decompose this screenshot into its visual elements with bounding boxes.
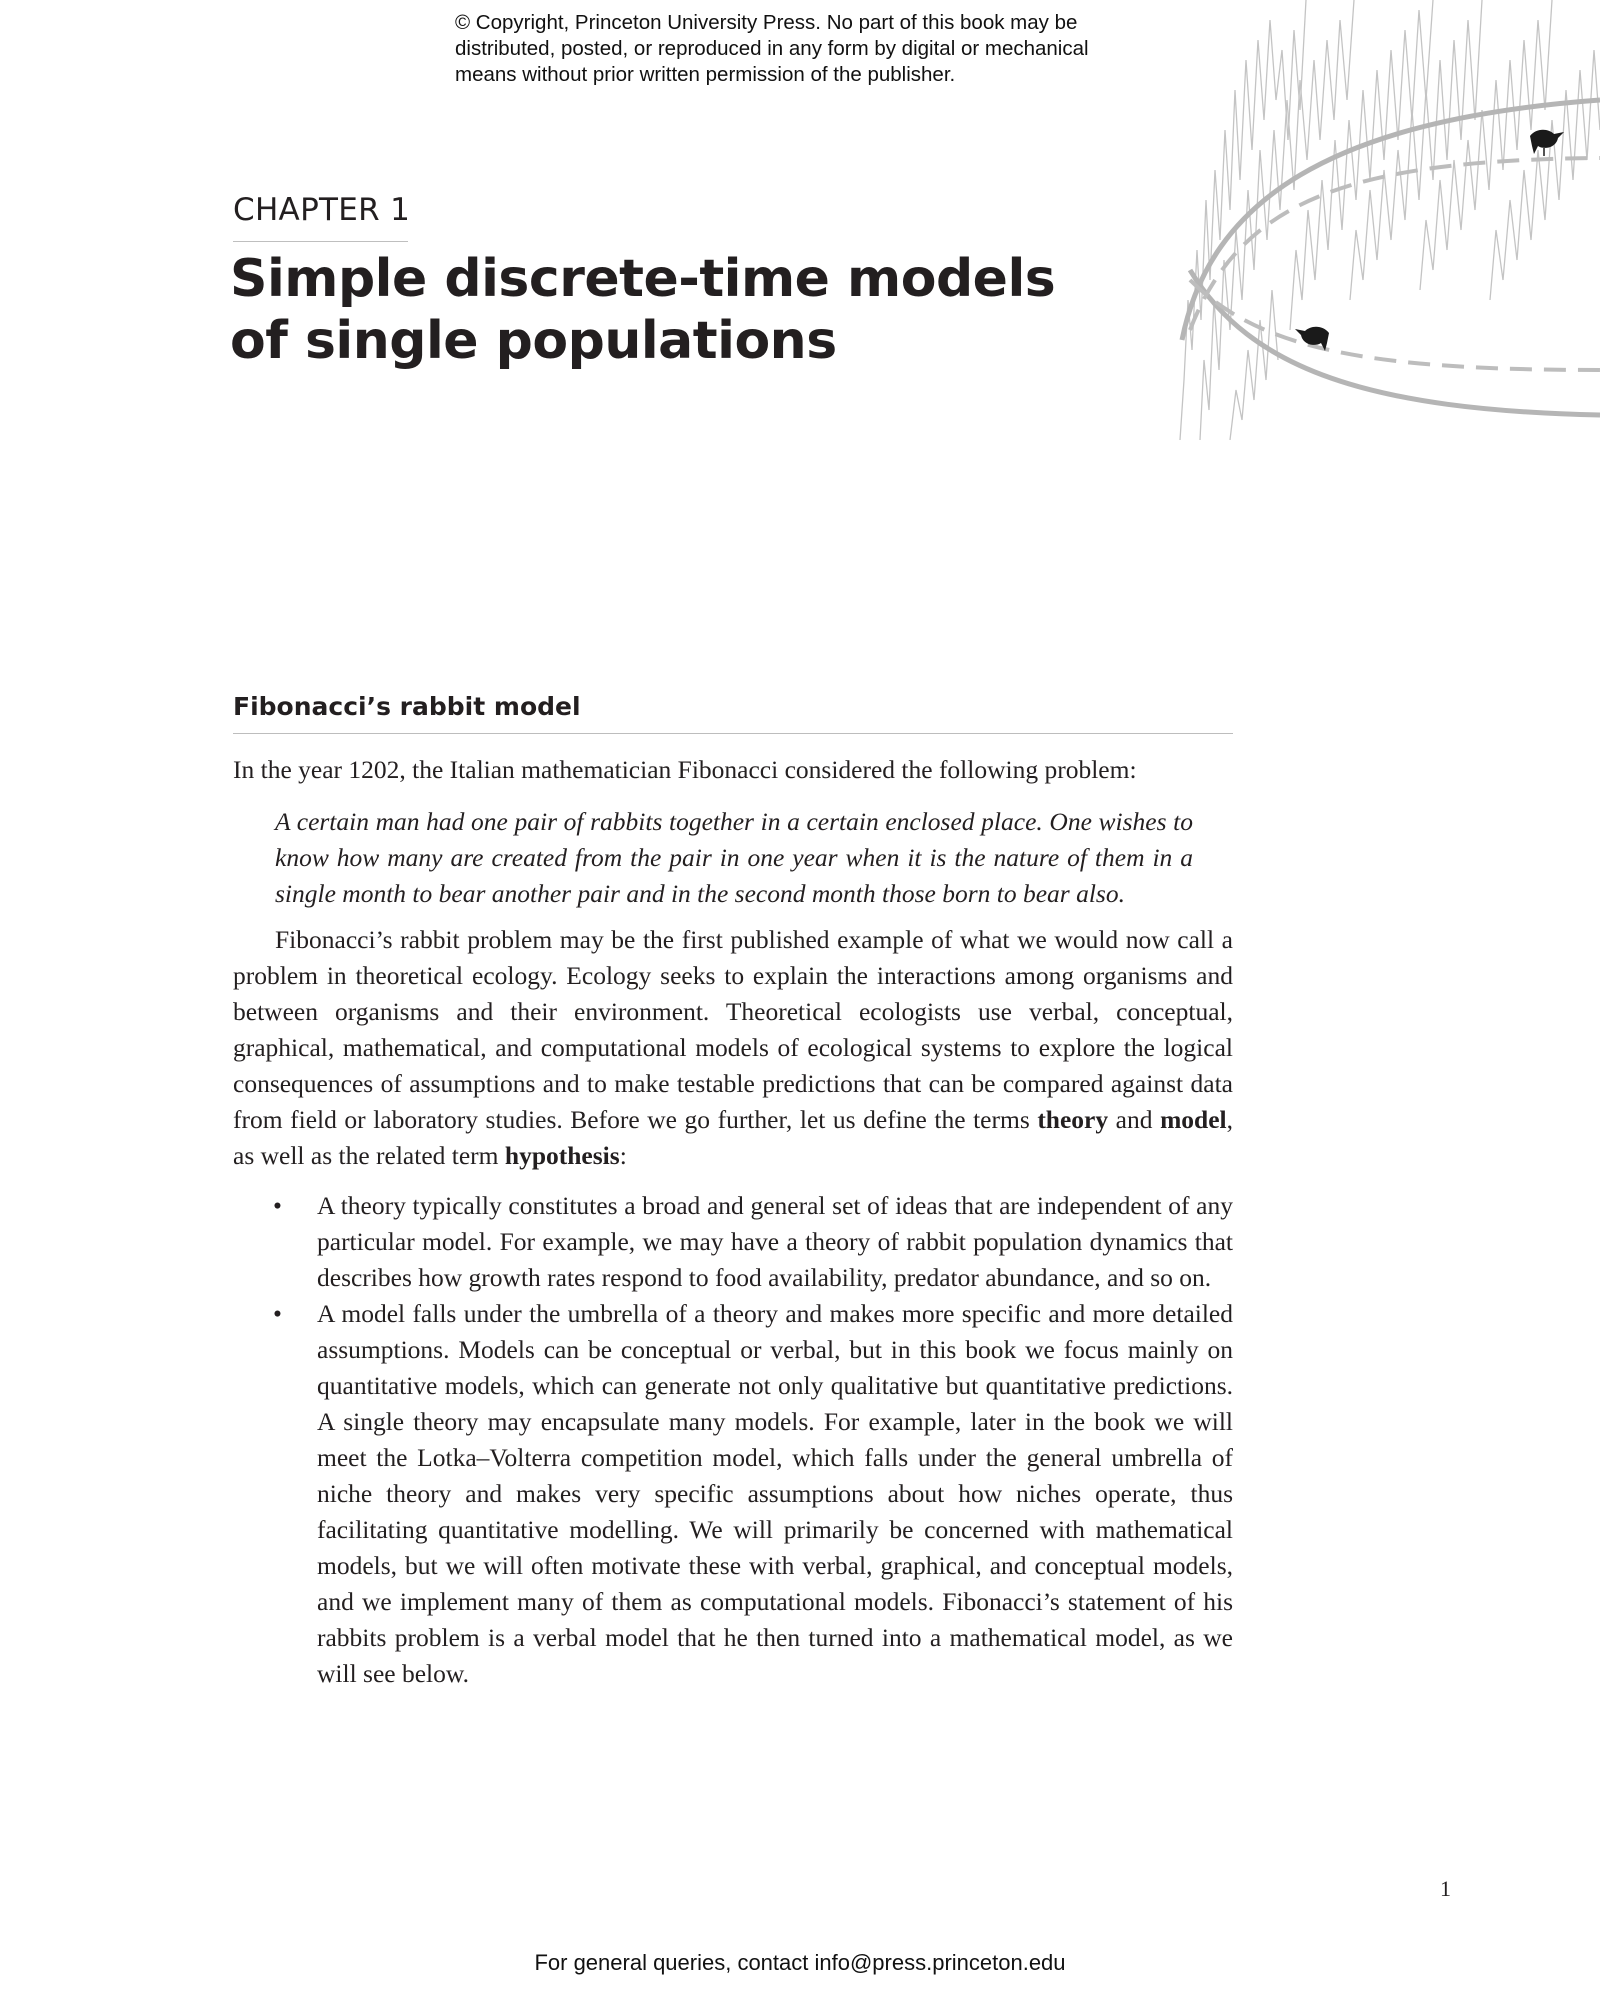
chapter-decoration-graphic — [1170, 0, 1600, 440]
section-heading-rule — [233, 733, 1233, 734]
bullet-icon: • — [273, 1299, 282, 1328]
chapter-title — [230, 248, 1130, 372]
chapter-title-line-1: Simple discrete-time models — [230, 249, 1056, 309]
paragraph-text-and: and — [1108, 1105, 1161, 1134]
footer-contact: For general queries, contact info@press.princeton.edu — [534, 1950, 1066, 1975]
lower-curve-line — [1190, 270, 1600, 415]
list-item — [233, 1296, 1233, 1692]
paragraph-text-part-1: Fibonacci’s rabbit problem may be the first published example of what we would now call a problem in theoretical ecology. Ecology seeks to explain the interactions among organisms and between organisms and their environment. Theoretical ecologists use verbal, conceptual, graphical, mathematical, and computational models of ecological systems to explore the logical consequences of assumptions and to make testable predictions that can be compared against data from field or laboratory studies. Before we go further, let us define the terms — [233, 925, 1233, 1134]
chapter-title-line-2: of single populations — [230, 311, 837, 371]
term-model: model — [1160, 1105, 1227, 1134]
term-hypothesis: hypothesis — [504, 1141, 620, 1170]
intro-paragraph: In the year 1202, the Italian mathematician Fibonacci considered the following problem: — [233, 755, 1137, 784]
copyright-notice: © Copyright, Princeton University Press. No part of this book may be distributed, posted, or reproduced in any form by digital or mechanical means without prior written permission of the publisher. — [455, 11, 1089, 86]
bullet-icon: • — [273, 1191, 282, 1220]
body-text — [233, 752, 1233, 1692]
fibonacci-quote: A certain man had one pair of rabbits together in a certain enclosed place. One wishes to know how many are created from the pair in one year when it is the nature of them in a single month to bear another pair and in the second month those born to bear also. — [275, 807, 1193, 908]
section-heading: Fibonacci’s rabbit model — [233, 692, 581, 721]
paragraph-text-part-2: , as well as the related term — [233, 1105, 1234, 1170]
paragraph-text-end: : — [619, 1141, 627, 1170]
paragraph-theoretical-ecology — [233, 922, 1233, 1174]
chapter-label-rule — [233, 241, 408, 242]
chapter-label: CHAPTER 1 — [233, 192, 411, 228]
list-item — [233, 1188, 1233, 1296]
list-item-text: A model falls under the umbrella of a theory and makes more specific and more detailed assumptions. Models can be conceptual or verbal, but in this book we focus mainly on quantitative models, which can generate not only qualitative but quantitative predictions. A single theory may encapsulate many models. For example, later in the book we will meet the Lotka–Volterra competition model, which falls under the general umbrella of niche theory and makes very specific assumptions about how niches operate, thus facilitating quantitative modelling. We will primarily be concerned with mathematical models, but we will often motivate these with verbal, graphical, and conceptual models, and we implement many of them as computational models. Fibonacci’s statement of his rabbits problem is a verbal model that he then turned into a mathematical model, as we will see below. — [317, 1299, 1233, 1688]
list-item-text: A theory typically constitutes a broad and general set of ideas that are independent of any particular model. For example, we may have a theory of rabbit population dynamics that describes how growth rates respond to food availability, predator abundance, and so on. — [317, 1191, 1233, 1292]
bird-icon — [1530, 130, 1564, 156]
page-number: 1 — [1440, 1876, 1451, 1901]
dashed-curve-lower — [1190, 280, 1600, 370]
definitions-list — [233, 1188, 1233, 1692]
term-theory: theory — [1037, 1105, 1109, 1134]
